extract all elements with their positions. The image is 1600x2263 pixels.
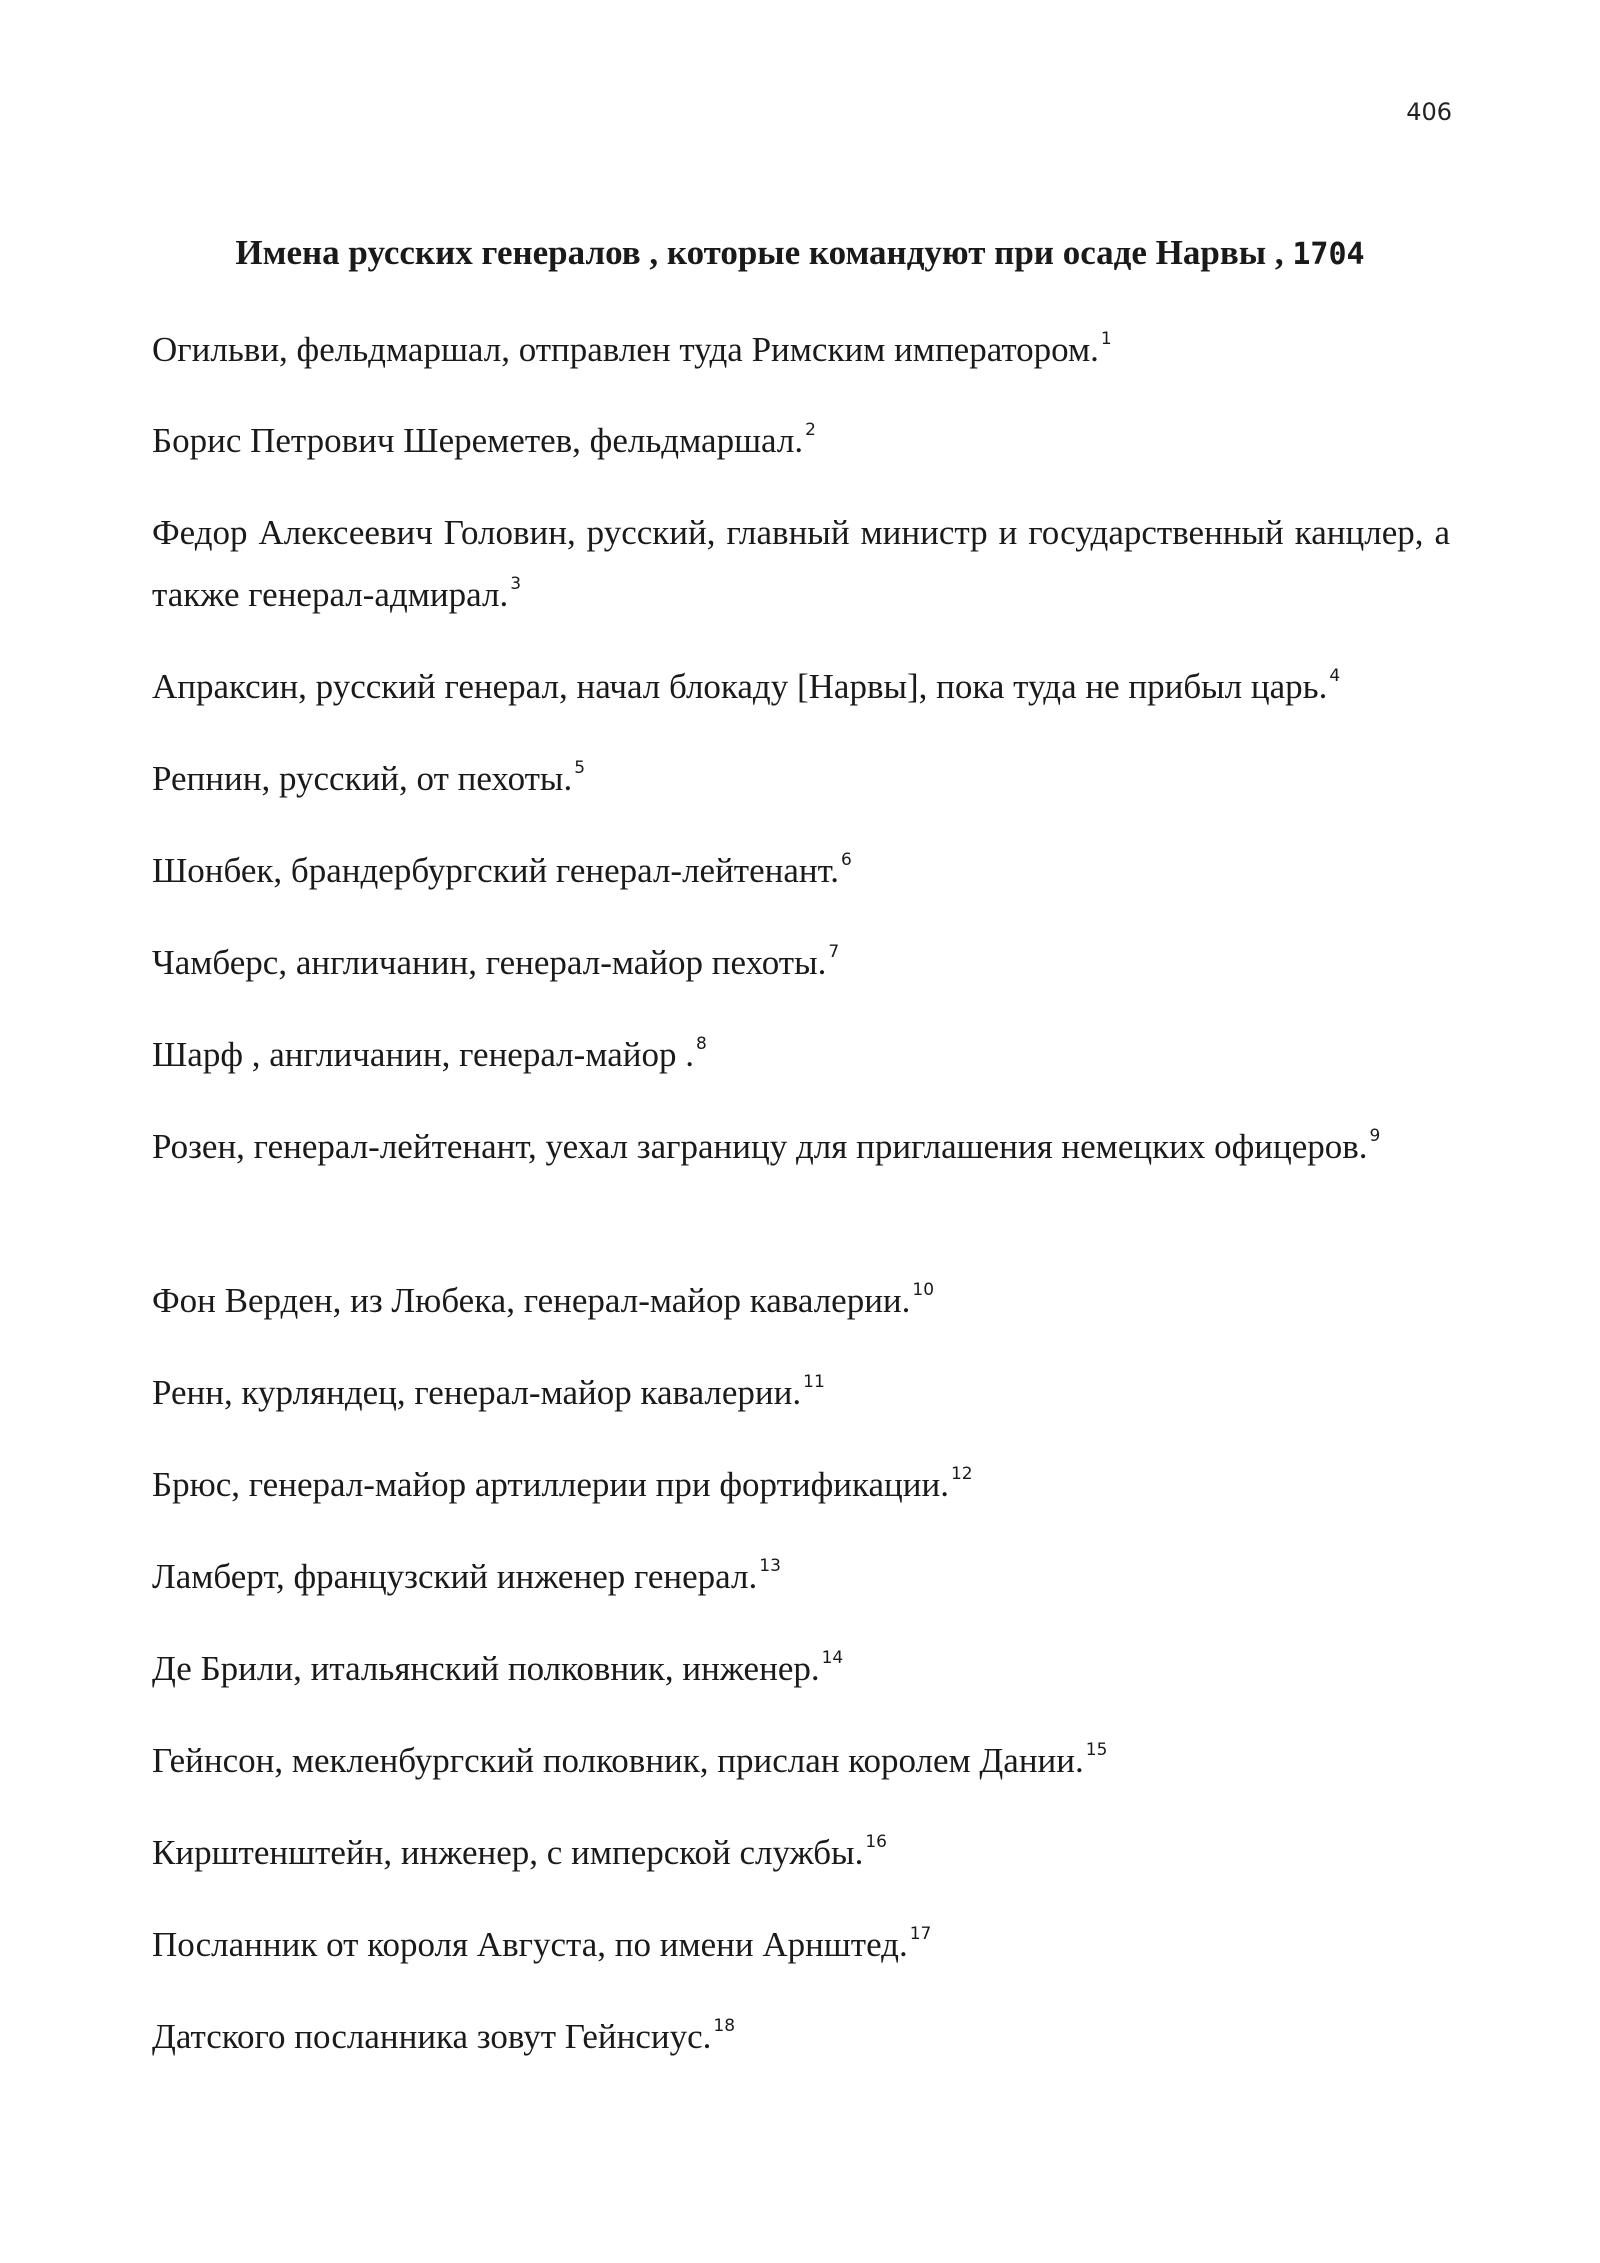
footnote-ref: 8 [695, 1034, 707, 1055]
footnote-ref: 15 [1085, 1740, 1108, 1761]
list-item [152, 1116, 1450, 1178]
footnote-ref: 12 [950, 1464, 973, 1485]
list-item [152, 1270, 1450, 1332]
list-item [152, 932, 1450, 994]
list-item [152, 1822, 1450, 1884]
entry-text: Де Брили, итальянский полковник, инженер. [152, 1649, 820, 1688]
entry-text: Фон Верден, из Любека, генерал‑майор кавалерии. [152, 1281, 911, 1320]
page-title [0, 233, 1600, 273]
entry-text: Датского посланника зовут Гейнсиус. [152, 2017, 712, 2056]
list-item [152, 502, 1450, 626]
entry-text: Шарф , англичанин, генерал‑майор . [152, 1035, 694, 1074]
footnote-ref: 17 [909, 1924, 932, 1945]
title-year: 1704 [1292, 237, 1365, 272]
entry-text: Федор Алексеевич Головин, русский, главный министр и государственный канцлер, а также генерал‑адмирал. [152, 513, 1450, 614]
entry-text: Ламберт, французский инженер генерал. [152, 1557, 758, 1596]
list-item [152, 840, 1450, 902]
list-item [152, 1362, 1450, 1424]
footnote-ref: 14 [821, 1648, 844, 1669]
footnote-ref: 10 [912, 1280, 935, 1301]
list-item [152, 2006, 1450, 2068]
entry-text: Огильви, фельдмаршал, отправлен туда Римским императором. [152, 330, 1099, 369]
list-item [152, 1024, 1450, 1086]
entry-text: Розен, генерал‑лейтенант, уехал заграницу для приглашения немецких офицеров. [152, 1127, 1368, 1166]
list-item [152, 410, 1450, 472]
entry-text: Ренн, курляндец, генерал‑майор кавалерии. [152, 1373, 802, 1412]
footnote-ref: 4 [1329, 666, 1341, 687]
footnote-ref: 2 [805, 420, 816, 441]
entry-text: Гейнсон, мекленбургский полковник, прислан королем Дании. [152, 1741, 1084, 1780]
footnote-ref: 11 [803, 1372, 825, 1393]
list-item [152, 656, 1450, 718]
entry-text: Апраксин, русский генерал, начал блокаду [Нарвы], пока туда не прибыл царь. [152, 667, 1328, 706]
page-number: 406 [1406, 98, 1452, 126]
entry-text: Чамберс, англичанин, генерал‑майор пехоты. [152, 943, 827, 982]
list-item [152, 1546, 1450, 1608]
footnote-ref: 13 [759, 1556, 781, 1577]
footnote-ref: 5 [574, 758, 586, 779]
list-item [152, 319, 1450, 381]
list-item [152, 1638, 1450, 1700]
list-item [152, 1454, 1450, 1516]
entry-text: Кирштенштейн, инженер, с имперской службы. [152, 1833, 864, 1872]
entry-text: Посланник от короля Августа, по имени Арнштед. [152, 1925, 908, 1964]
footnote-ref: 16 [865, 1832, 887, 1853]
entry-text: Репнин, русский, от пехоты. [152, 759, 573, 798]
entry-text: Брюс, генерал‑майор артиллерии при фортификации. [152, 1465, 949, 1504]
footnote-ref: 6 [841, 850, 852, 871]
entry-text: Борис Петрович Шереметев, фельдмаршал. [152, 421, 804, 460]
list-item [152, 748, 1450, 810]
footnote-ref: 1 [1100, 329, 1112, 350]
list-item [152, 1730, 1450, 1792]
footnote-ref: 7 [828, 942, 840, 963]
title-text: Имена русских генералов , которые командуют при осаде Нарвы , [235, 233, 1284, 272]
footnote-ref: 3 [510, 574, 522, 595]
list-item [152, 1914, 1450, 1976]
entry-text: Шонбек, брандербургский генерал‑лейтенант. [152, 851, 840, 890]
footnote-ref: 9 [1369, 1126, 1381, 1147]
footnote-ref: 18 [713, 2016, 736, 2037]
